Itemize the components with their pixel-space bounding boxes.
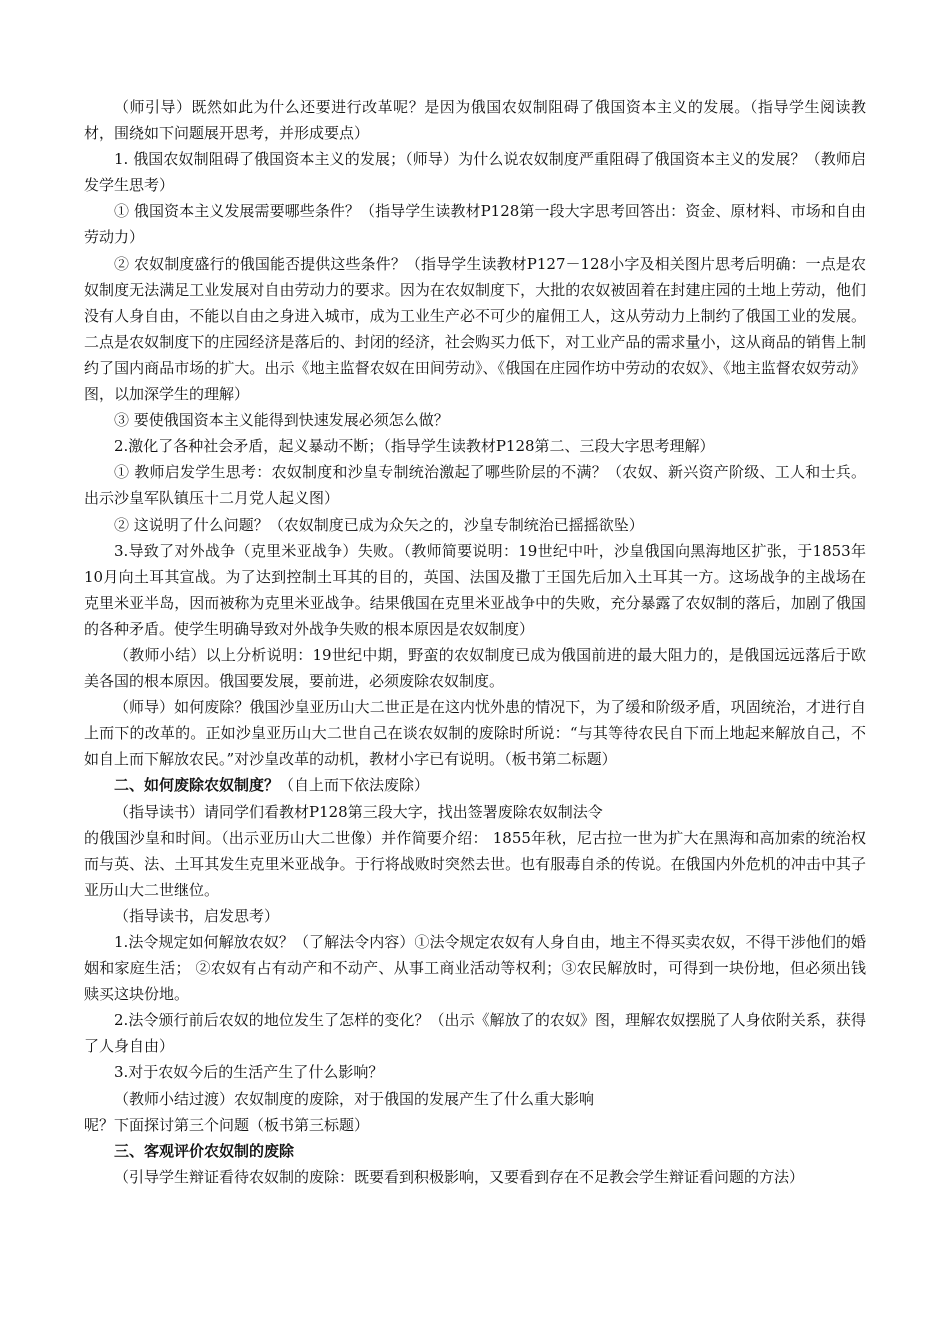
section-heading-2 <box>84 772 866 798</box>
paragraph-law-q1: 1.法令规定如何解放农奴？（了解法令内容）①法令规定农奴有人身自由，地主不得买卖农奴，不得干涉他们的婚姻和家庭生活； ②农奴有占有动产和不动产、从事工商业活动等权利；③农民解放时，可得到一块份地，但必须出钱赎买这块份地。 <box>84 933 866 1004</box>
paragraph-point-1-q3: ③ 要使俄国资本主义能得到快速发展必须怎么做？ <box>114 411 449 430</box>
paragraph-tsar-intro: 的俄国沙皇和时间。（出示亚历山大二世像）并作简要介绍： 1855年秋，尼古拉一世为扩大在黑海和高加索的统治权而与英、法、土耳其发生克里米亚战争。于行将战败时突然去世。也有服毒自杀的传说。在俄国内外危机的冲击中其子亚历山大二世继位。 <box>84 828 866 899</box>
paragraph-point-2-q2: ② 这说明了什么问题？（农奴制度已成为众矢之的，沙皇专制统治已摇摇欲坠） <box>114 515 644 534</box>
document-page <box>84 94 866 1190</box>
section-heading-3 <box>84 1138 866 1164</box>
paragraph-law-q2: 2.法令颁行前后农奴的地位发生了怎样的变化？（出示《解放了的农奴》图，理解农奴摆脱了人身依附关系，获得了人身自由） <box>84 1011 866 1056</box>
paragraph-reading-guide: （指导读书）请同学们看教材P128第三段大字，找出签署废除农奴制法令 <box>114 802 603 821</box>
paragraph-transition-cont: 呢？下面探讨第三个问题（板书第三标题） <box>84 1115 370 1134</box>
paragraph-how-abolish: （师导）如何废除？俄国沙皇亚历山大二世正是在这内忧外患的情况下，为了缓和阶级矛盾，巩固统治，才进行自上而下的改革的。正如沙皇亚历山大二世自己在谈农奴制的废除时所说：“与其等待农民自下而上地起来解放自己，不如自上而下解放农民。”对沙皇改革的动机，教材小字已有说明。（板书第二标题） <box>84 698 866 769</box>
paragraph-point-1-q1: ① 俄国资本主义发展需要哪些条件？（指导学生读教材P128第一段大字思考回答出：资金、原材料、市场和自由劳动力） <box>84 202 866 247</box>
paragraph-point-2: 2.激化了各种社会矛盾，起义暴动不断；（指导学生读教材P128第二、三段大字思考理解） <box>114 437 715 456</box>
paragraph-teacher-summary: （教师小结）以上分析说明：19世纪中期，野蛮的农奴制度已成为俄国前进的最大阻力的，是俄国远远落后于欧美各国的根本原因。俄国要发展，要前进，必须废除农奴制度。 <box>84 645 866 691</box>
paragraph-dialectic-guide: （引导学生辩证看待农奴制的废除：既要看到积极影响，又要看到存在不足教会学生辩证看问题的方法） <box>114 1167 805 1186</box>
paragraph-law-q3: 3.对于农奴今后的生活产生了什么影响？ <box>114 1063 384 1082</box>
section-heading-3-title: 三、客观评价农奴制的废除 <box>114 1141 295 1160</box>
paragraph-reading-think: （指导读书，启发思考） <box>114 906 280 925</box>
paragraph-point-1: 1. 俄国农奴制阻碍了俄国资本主义的发展；（师导）为什么说农奴制度严重阻碍了俄国资本主义的发展？（教师启发学生思考） <box>84 150 866 195</box>
paragraph-transition: （教师小结过渡）农奴制度的废除，对于俄国的发展产生了什么重大影响 <box>114 1089 595 1108</box>
paragraph-teacher-guide-intro: （师引导）既然如此为什么还要进行改革呢？是因为俄国农奴制阻碍了俄国资本主义的发展。（指导学生阅读教材，围绕如下问题展开思考，并形成要点） <box>84 98 866 143</box>
paragraph-point-3: 3.导致了对外战争（克里米亚战争）失败。（教师简要说明：19世纪中叶，沙皇俄国向黑海地区扩张，于1853年10月向土耳其宣战。为了达到控制土耳其的目的，英国、法国及撒丁王国先后加入土耳其一方。这场战争的主战场在克里米亚半岛，因而被称为克里米亚战争。结果俄国在克里米亚战争中的失败，充分暴露了农奴制的落后，加剧了俄国的各种矛盾。使学生明确导致对外战争失败的根本原因是农奴制度） <box>84 541 866 638</box>
section-heading-2-note: （自上而下依法废除） <box>279 776 430 795</box>
section-heading-2-title: 二、如何废除农奴制度？ <box>114 776 280 795</box>
paragraph-point-2-q1: ① 教师启发学生思考：农奴制度和沙皇专制统治激起了哪些阶层的不满？（农奴、新兴资产阶级、工人和士兵。出示沙皇军队镇压十二月党人起义图） <box>84 463 866 508</box>
paragraph-point-1-q2: ② 农奴制度盛行的俄国能否提供这些条件？（指导学生读教材P127－128小字及相关图片思考后明确：一点是农奴制度无法满足工业发展对自由劳动力的要求。因为在农奴制度下，大批的农奴被固着在封建庄园的土地上劳动，他们没有人身自由，不能以自由之身进入城市，成为工业生产必不可少的雇佣工人，这从劳动力上制约了俄国工业的发展。二点是农奴制度下的庄园经济是落后的、封闭的经济，社会购买力低下，对工业产品的需求量小，这从商品的销售上制约了国内商品市场的扩大。出示《地主监督农奴在田间劳动》、《俄国在庄园作坊中劳动的农奴》、《地主监督农奴劳动》图，以加深学生的理解） <box>84 254 866 404</box>
